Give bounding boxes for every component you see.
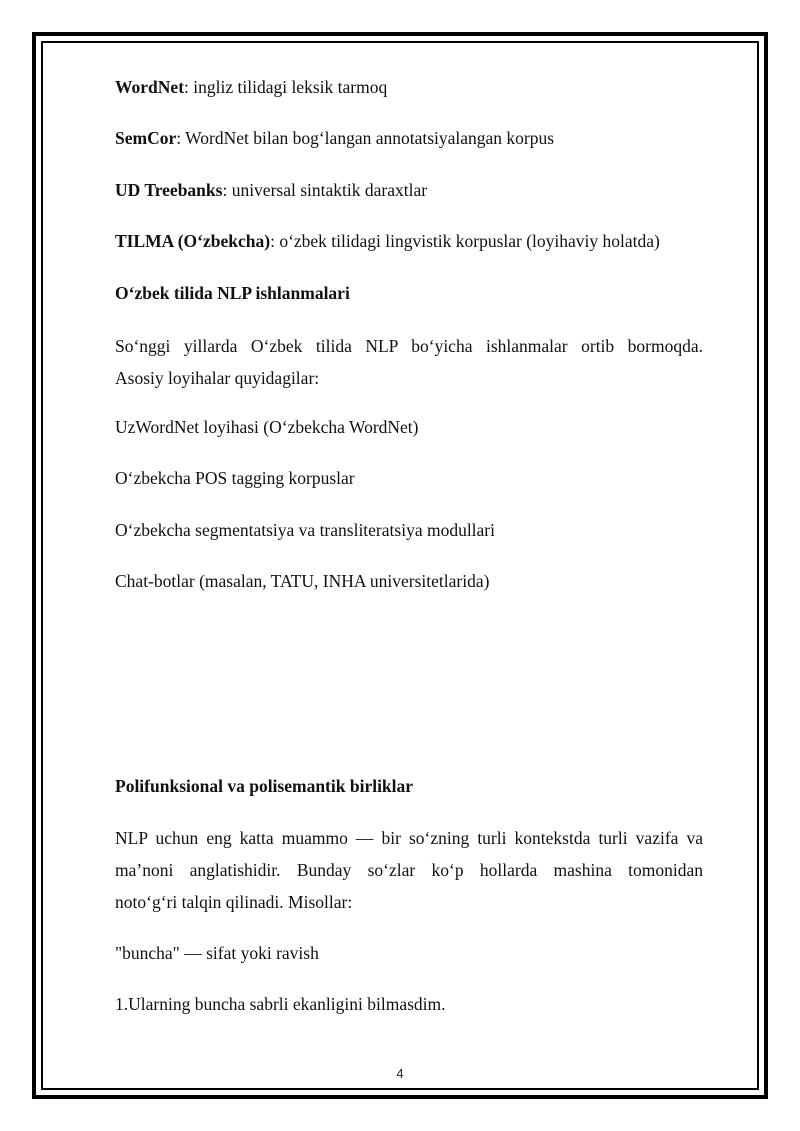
section-heading-uzbek-nlp: O‘zbek tilida NLP ishlanmalari bbox=[115, 283, 350, 303]
project-item: UzWordNet loyihasi (O‘zbekcha WordNet) bbox=[115, 417, 419, 437]
polysemy-paragraph bbox=[115, 822, 703, 918]
example-sentence: 1.Ularning buncha sabrli ekanligini bilmasdim. bbox=[115, 994, 446, 1014]
intro-line: So‘nggi yillarda O‘zbek tilida NLP bo‘yicha ishlanmalar ortib bormoqda. bbox=[115, 336, 703, 356]
corpus-description: : WordNet bilan bog‘langan annotatsiyalangan korpus bbox=[176, 128, 555, 148]
example-word: "buncha" — sifat yoki ravish bbox=[115, 943, 319, 963]
intro-line: Asosiy loyihalar quyidagilar: bbox=[115, 368, 320, 388]
corpus-term: WordNet bbox=[115, 77, 185, 97]
corpus-term: TILMA (O‘zbekcha) bbox=[115, 231, 271, 251]
corpus-item-wordnet bbox=[115, 71, 703, 103]
uzbek-nlp-intro bbox=[115, 330, 703, 394]
corpus-description: : ingliz tilidagi leksik tarmoq bbox=[184, 77, 388, 97]
corpus-description: : o‘zbek tilidagi lingvistik korpuslar (loyihaviy holatda) bbox=[270, 231, 660, 251]
page-number: 4 bbox=[396, 1066, 404, 1081]
corpus-term: SemCor bbox=[115, 128, 177, 148]
project-item: O‘zbekcha POS tagging korpuslar bbox=[115, 468, 355, 488]
corpus-item-tilma bbox=[115, 225, 703, 257]
paragraph-line: ma’noni anglatishidir. Bunday so‘zlar ko‘p hollarda mashina tomonidan bbox=[115, 860, 703, 880]
paragraph-line: NLP uchun eng katta muammo — bir so‘zning turli kontekstda turli vazifa va bbox=[115, 828, 703, 848]
project-item: O‘zbekcha segmentatsiya va transliteratsiya modullari bbox=[115, 520, 496, 540]
corpus-item-semcor bbox=[115, 122, 703, 154]
corpus-item-ud-treebanks bbox=[115, 174, 703, 206]
section-heading-polysemy: Polifunksional va polisemantik birliklar bbox=[115, 776, 414, 796]
paragraph-line: noto‘g‘ri talqin qilinadi. Misollar: bbox=[115, 892, 353, 912]
corpus-description: : universal sintaktik daraxtlar bbox=[222, 180, 428, 200]
project-item: Chat-botlar (masalan, TATU, INHA universitetlarida) bbox=[115, 571, 490, 591]
corpus-term: UD Treebanks bbox=[115, 180, 223, 200]
